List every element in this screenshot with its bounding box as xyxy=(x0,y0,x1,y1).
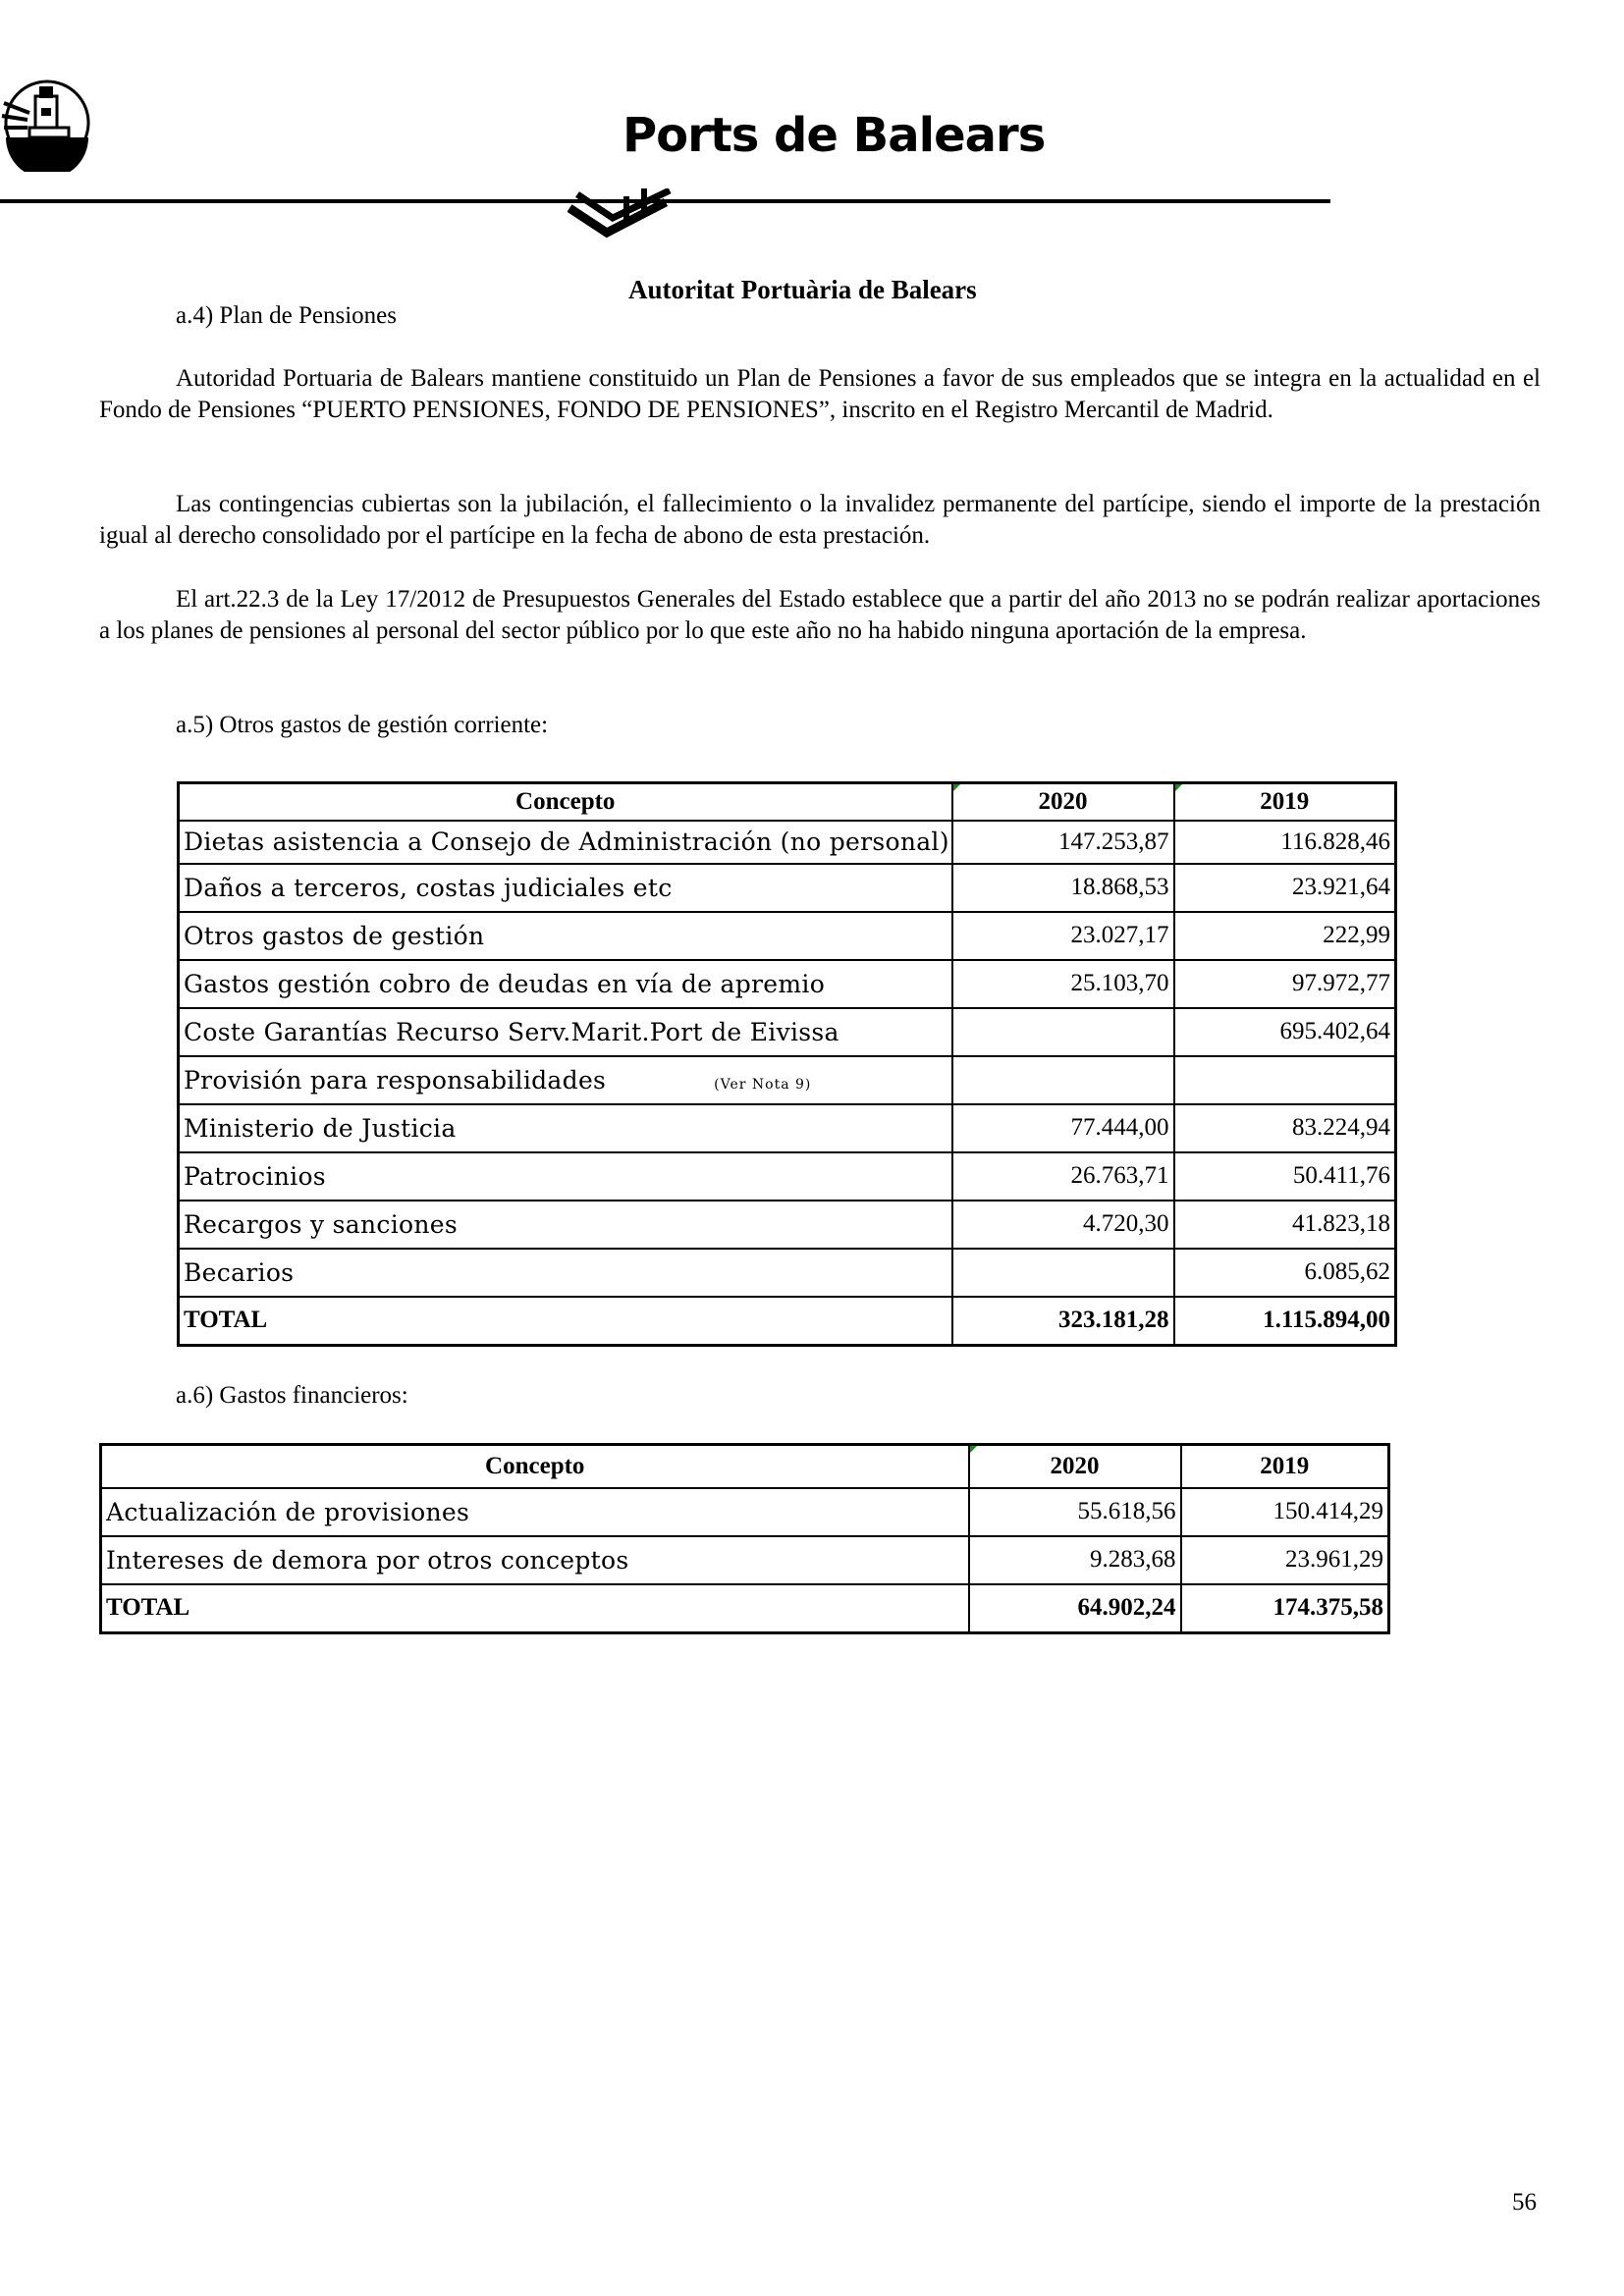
section-a5-heading: a.5) Otros gastos de gestión corriente: xyxy=(176,712,549,738)
total-value-2020: 64.902,24 xyxy=(969,1584,1181,1633)
row-value-2020 xyxy=(952,1249,1174,1297)
row-value-2019: 6.085,62 xyxy=(1174,1249,1396,1297)
column-header-2020: 2020 xyxy=(952,783,1174,821)
row-value-2019: 23.921,64 xyxy=(1174,864,1396,912)
total-value-2020: 323.181,28 xyxy=(952,1297,1174,1346)
table-row xyxy=(101,1488,1389,1536)
row-value-2019: 41.823,18 xyxy=(1174,1201,1396,1249)
row-value-2020: 9.283,68 xyxy=(969,1536,1181,1584)
row-concept: Patrocinios xyxy=(179,1152,952,1201)
row-value-2019: 50.411,76 xyxy=(1174,1152,1396,1201)
row-value-2020: 147.253,87 xyxy=(952,821,1174,864)
column-header-concept: Concepto xyxy=(101,1445,969,1488)
row-value-2020: 25.103,70 xyxy=(952,960,1174,1008)
section-a4-heading: a.4) Plan de Pensiones xyxy=(176,302,397,329)
row-concept: Dietas asistencia a Consejo de Administración (no personal) xyxy=(179,821,952,864)
total-value-2019: 1.115.894,00 xyxy=(1174,1297,1396,1346)
column-header-2019: 2019 xyxy=(1181,1445,1389,1488)
table-row xyxy=(179,1104,1396,1152)
row-value-2020: 55.618,56 xyxy=(969,1488,1181,1536)
row-concept: Coste Garantías Recurso Serv.Marit.Port de Eivissa xyxy=(179,1008,952,1056)
row-value-2019: 97.972,77 xyxy=(1174,960,1396,1008)
row-concept: Ministerio de Justicia xyxy=(179,1104,952,1152)
row-value-2019: 83.224,94 xyxy=(1174,1104,1396,1152)
column-header-2019: 2019 xyxy=(1174,783,1396,821)
total-label: TOTAL xyxy=(179,1297,952,1346)
table-row xyxy=(179,1152,1396,1201)
row-value-2019: 116.828,46 xyxy=(1174,821,1396,864)
paragraph-3: El art.22.3 de la Ley 17/2012 de Presupuestos Generales del Estado establece que a partir del año 2013 no se podrán realizar aportaciones a los planes de pensiones al personal del sector público por lo que este año no ha habido ninguna aportación de la empresa. xyxy=(99,586,1541,644)
row-concept: Daños a terceros, costas judiciales etc xyxy=(179,864,952,912)
row-concept: Otros gastos de gestión xyxy=(179,912,952,960)
row-concept: Recargos y sanciones xyxy=(179,1201,952,1249)
table-row xyxy=(101,1536,1389,1584)
table-row xyxy=(179,912,1396,960)
section-a6-heading: a.6) Gastos financieros: xyxy=(176,1382,408,1409)
row-value-2020 xyxy=(952,1008,1174,1056)
total-value-2019: 174.375,58 xyxy=(1181,1584,1389,1633)
row-value-2020: 4.720,30 xyxy=(952,1201,1174,1249)
row-value-2019: 222,99 xyxy=(1174,912,1396,960)
total-label: TOTAL xyxy=(101,1584,969,1633)
table-row xyxy=(179,864,1396,912)
column-header-concept: Concepto xyxy=(179,783,952,821)
row-value-2019: 150.414,29 xyxy=(1181,1488,1389,1536)
row-value-2020: 18.868,53 xyxy=(952,864,1174,912)
table-row xyxy=(179,1201,1396,1249)
other-expenses-table xyxy=(177,781,1397,1347)
table-row xyxy=(179,1008,1396,1056)
financial-expenses-table xyxy=(99,1443,1390,1634)
row-value-2020 xyxy=(952,1056,1174,1104)
row-concept-with-note xyxy=(179,1056,952,1104)
paragraph-1: Autoridad Portuaria de Balears mantiene constituido un Plan de Pensiones a favor de sus empleados que se integra en la actualidad en el Fondo de Pensiones “PUERTO PENSIONES, FONDO DE PENSIONES”, inscrito en el Registro Mercantil de Madrid. xyxy=(99,365,1541,423)
table-row xyxy=(179,1056,1396,1104)
row-concept: Gastos gestión cobro de deudas en vía de apremio xyxy=(179,960,952,1008)
page-number: 56 xyxy=(1512,2189,1537,2216)
table-row xyxy=(179,960,1396,1008)
row-value-2019: 695.402,64 xyxy=(1174,1008,1396,1056)
row-value-2020: 26.763,71 xyxy=(952,1152,1174,1201)
table-total-row xyxy=(101,1584,1389,1633)
ports-chevron-icon xyxy=(568,188,685,247)
row-concept: Provisión para responsabilidades xyxy=(184,1065,607,1095)
row-value-2019 xyxy=(1174,1056,1396,1104)
row-concept: Intereses de demora por otros conceptos xyxy=(101,1536,969,1584)
paragraph-2: Las contingencias cubiertas son la jubilación, el fallecimiento o la invalidez permanente del partícipe, siendo el importe de la prestación igual al derecho consolidado por el partícipe en la fecha de abono de esta prestación. xyxy=(99,491,1541,549)
table-row xyxy=(179,1249,1396,1297)
row-concept: Becarios xyxy=(179,1249,952,1297)
brand-subtitle: Autoritat Portuària de Balears xyxy=(628,275,977,302)
row-value-2020: 23.027,17 xyxy=(952,912,1174,960)
row-value-2020: 77.444,00 xyxy=(952,1104,1174,1152)
table-row xyxy=(179,821,1396,864)
column-header-2020: 2020 xyxy=(969,1445,1181,1488)
row-concept: Actualización de provisiones xyxy=(101,1488,969,1536)
table-total-row xyxy=(179,1297,1396,1346)
row-note: (Ver Nota 9) xyxy=(714,1076,812,1093)
lighthouse-logo-icon xyxy=(0,69,98,172)
row-value-2019: 23.961,29 xyxy=(1181,1536,1389,1584)
brand-title: Ports de Balears xyxy=(623,108,1046,163)
